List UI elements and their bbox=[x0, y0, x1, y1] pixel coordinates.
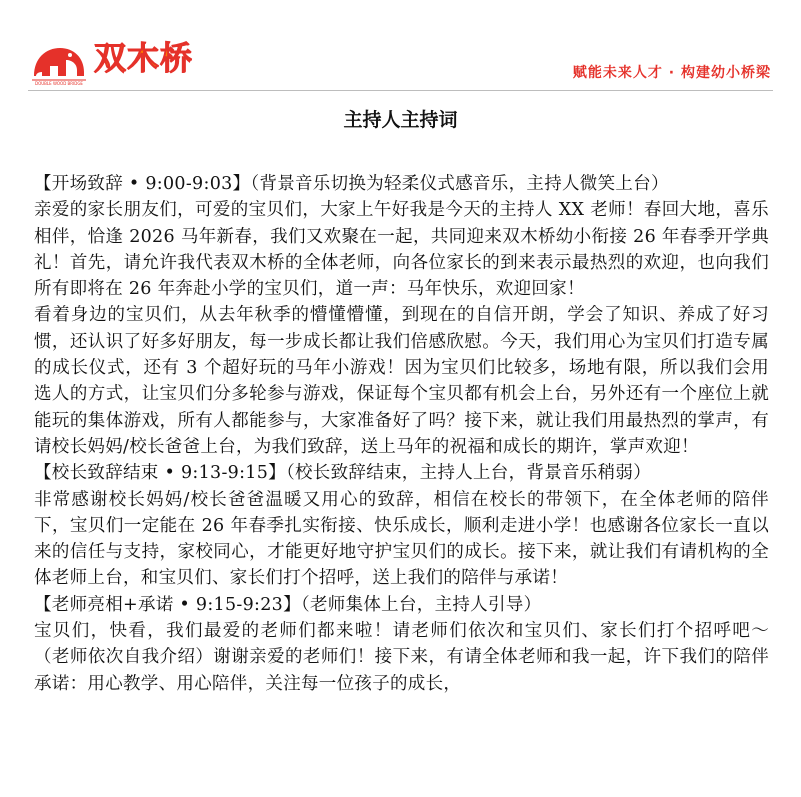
section-heading-principal: 【校长致辞结束 • 9:13-9:15】（校长致辞结束，主持人上台，背景音乐稍弱） bbox=[34, 463, 652, 484]
page-header bbox=[0, 0, 801, 97]
header-divider bbox=[28, 90, 773, 91]
elephant-logo-icon bbox=[30, 42, 90, 86]
paragraph: 非常感谢校长妈妈/校长爸爸温暖又用心的致辞，相信在校长的带领下，在全体老师的陪伴下，宝贝们一定能在 26 年春季扎实衔接、快乐成长，顺利走进小学！也感谢各位家长一直以来的信任与支持，家校同心，才能更好地守护宝贝们的成长。接下来，就让我们有请机构的全体老师上台，和宝贝们、家长们打个招呼，送上我们的陪伴与承诺！ bbox=[34, 489, 769, 589]
section-heading-opening: 【开场致辞 • 9:00-9:03】（背景音乐切换为轻柔仪式感音乐，主持人微笑上台） bbox=[34, 174, 669, 194]
svg-text:DOUBLE WOOD BRIDGE: DOUBLE WOOD BRIDGE bbox=[35, 81, 83, 86]
paragraph: 宝贝们，快看，我们最爱的老师们都来啦！请老师们依次和宝贝们、家长们打个招呼吧～ （老师依次自我介绍）谢谢亲爱的老师们！接下来，有请全体老师和我一起，许下我们的陪伴承诺：用心教学、用心陪伴，关注每一位孩子的成长， bbox=[34, 621, 769, 694]
document-body bbox=[34, 171, 769, 697]
section-heading-teachers: 【老师亮相+承诺 • 9:15-9:23】（老师集体上台，主持人引导） bbox=[34, 594, 542, 615]
document-title: 主持人主持词 bbox=[343, 109, 458, 131]
paragraph: 亲爱的家长朋友们，可爱的宝贝们，大家上午好我是今天的主持人 XX 老师！春回大地，喜乐相伴，恰逢 2026 马年新春，我们又欢聚在一起，共同迎来双木桥幼小衔接 26 年春季开学典礼！首先，请允许我代表双木桥的全体老师，向各位家长的到来表示最热烈的欢迎，也向我们所有即将在 26 年奔赴小学的宝贝们，道一声：马年快乐，欢迎回家！ bbox=[34, 200, 769, 300]
logo-wordmark: 双木桥 bbox=[94, 39, 194, 77]
header-slogan: 赋能未来人才 · 构建幼小桥梁 bbox=[572, 65, 771, 81]
paragraph: 看着身边的宝贝们，从去年秋季的懵懂懵懂，到现在的自信开朗，学会了知识、养成了好习惯，还认识了好多好朋友，每一步成长都让我们倍感欣慰。今天，我们用心为宝贝们打造专属的成长仪式，还有 3 个超好玩的马年小游戏！因为宝贝们比较多，场地有限，所以我们会用选人的方式，让宝贝们分多轮参与游戏，保证每个宝贝都有机会上台，另外还有一个座位上就能玩的集体游戏，所有人都能参与，大家准备好了吗？接下来，就让我们用最热烈的掌声，有请校长妈妈/校长爸爸上台，为我们致辞，送上马年的祝福和成长的期许，掌声欢迎！ bbox=[34, 305, 769, 457]
